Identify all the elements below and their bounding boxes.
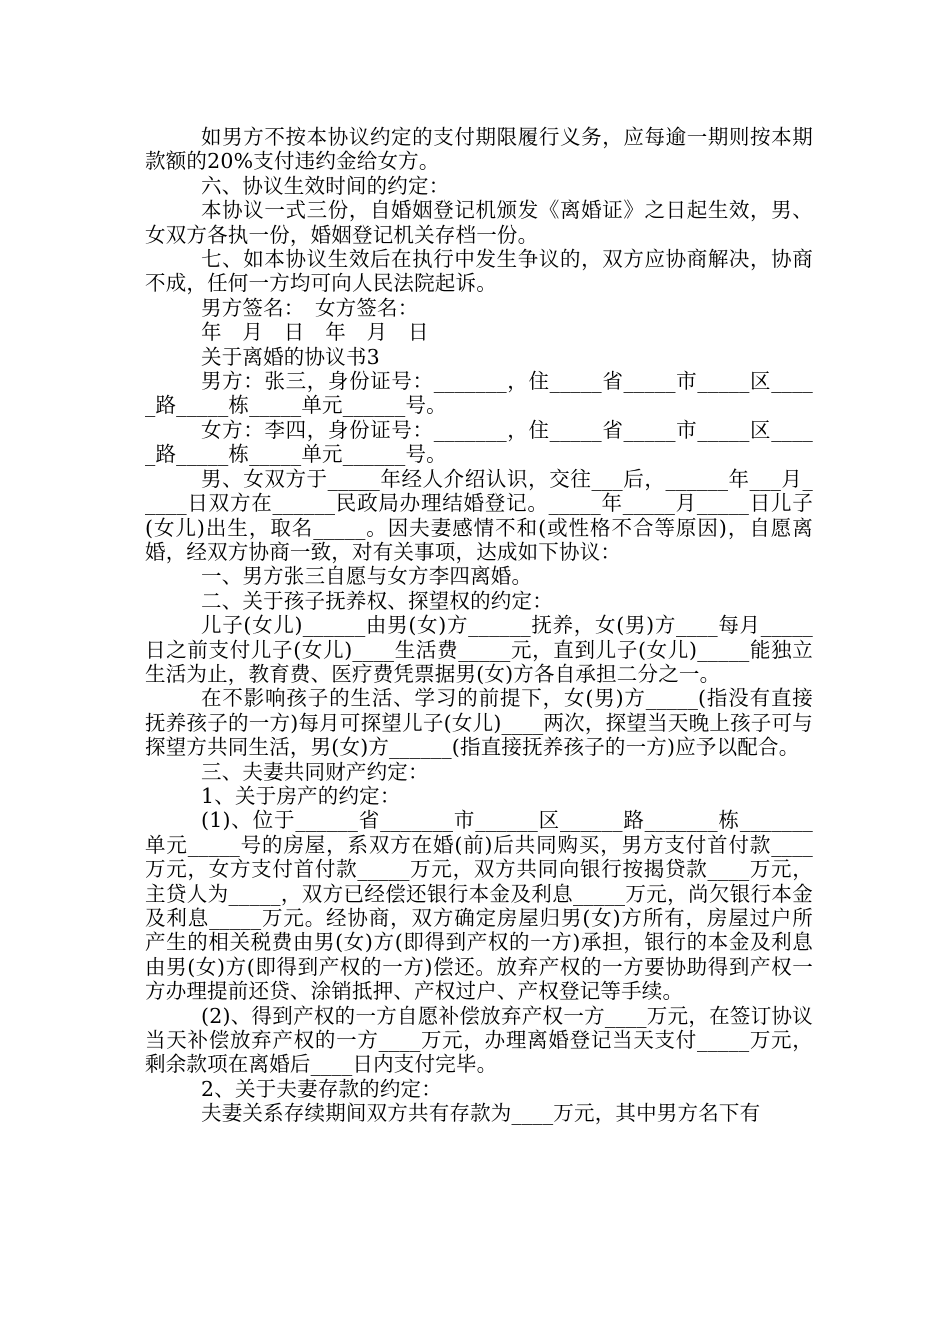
heading-custody: 二、关于孩子抚养权、探望权的约定： [201, 588, 553, 613]
agreement-title: 关于离婚的协议书3 [201, 344, 380, 369]
paragraph-female-party: 女方：李四，身份证号：_______，住_____省_____市_____区_____路_____栋_____单元______号。 [145, 417, 813, 467]
heading-effective-time: 六、协议生效时间的约定： [201, 173, 450, 198]
date-line: 年 月 日 年 月 日 [201, 320, 429, 345]
paragraph-savings: 夫妻关系存续期间双方共有存款为____万元，其中男方名下有 [201, 1101, 761, 1126]
paragraph-copies: 本协议一式三份，自婚姻登记机颁发《离婚证》之日起生效，男、女双方各执一份，婚姻登记机关存档一份。 [145, 198, 813, 247]
paragraph-penalty-clause: 如男方不按本协议约定的支付期限履行义务，应每逾一期则按本期款额的20%支付违约金给女方。 [145, 125, 813, 174]
clause-divorce: 一、男方张三自愿与女方李四离婚。 [201, 564, 533, 589]
document-body [145, 125, 813, 1126]
paragraph-real-estate-1: (1)、位于______省_______市______区______路_______栋_______单元_____号的房屋，系双方在婚(前)后共同购买，男方支付首付款____万元，女方支付首付款_____万元，双方共同向银行按揭贷款____万元，主贷人为_____，双方已经偿还银行本金及利息_____万元，尚欠银行本金及利息_____万元。经协商，双方确定房屋归男(女)方所有，房屋过户所产生的相关税费由男(女)方(即得到产权的一方)承担，银行的本金及利息由男(女)方(即得到产权的一方)偿还。放弃产权的一方要协助得到产权一方办理提前还贷、涂销抵押、产权过户、产权登记等手续。 [145, 808, 813, 1004]
paragraph-dispute: 七、如本协议生效后在执行中发生争议的，双方应协商解决，协商不成，任何一方均可向人民法院起诉。 [145, 247, 813, 296]
heading-real-estate: 1、关于房产的约定： [201, 783, 401, 808]
paragraph-male-party: 男方：张三，身份证号：_______，住_____省_____市_____区_____路_____栋_____单元______号。 [145, 369, 813, 418]
paragraph-real-estate-2: (2)、得到产权的一方自愿补偿放弃产权一方____万元，在签订协议当天补偿放弃产权的一方____万元，办理离婚登记当天支付_____万元，剩余款项在离婚后____日内支付完毕。 [145, 1003, 813, 1077]
paragraph-background: 男、女双方于_____年经人介绍认识，交往___后，______年___月_____日双方在______民政局办理结婚登记。_____年_____月_____日儿子(女儿)出生，取名_____。因夫妻感情不和(或性格不合等原因)，自愿离婚，经双方协商一致，对有关事项，达成如下协议： [145, 466, 813, 564]
heading-savings: 2、关于夫妻存款的约定： [201, 1076, 442, 1101]
paragraph-custody: 儿子(女儿)______由男(女)方______抚养，女(男)方____每月_____日之前支付儿子(女儿)____生活费_____元，直到儿子(女儿)_____能独立生活为止，教育费、医疗费凭票据男(女)方各自承担二分之一。 [145, 613, 813, 686]
heading-property: 三、夫妻共同财产约定： [201, 759, 429, 784]
paragraph-visitation: 在不影响孩子的生活、学习的前提下，女(男)方_____(指没有直接抚养孩子的一方)每月可探望儿子(女儿)____两次，探望当天晚上孩子可与探望方共同生活，男(女)方______(指直接抚养孩子的一方)应予以配合。 [145, 686, 813, 760]
signature-line: 男方签名： 女方签名： [201, 295, 419, 320]
